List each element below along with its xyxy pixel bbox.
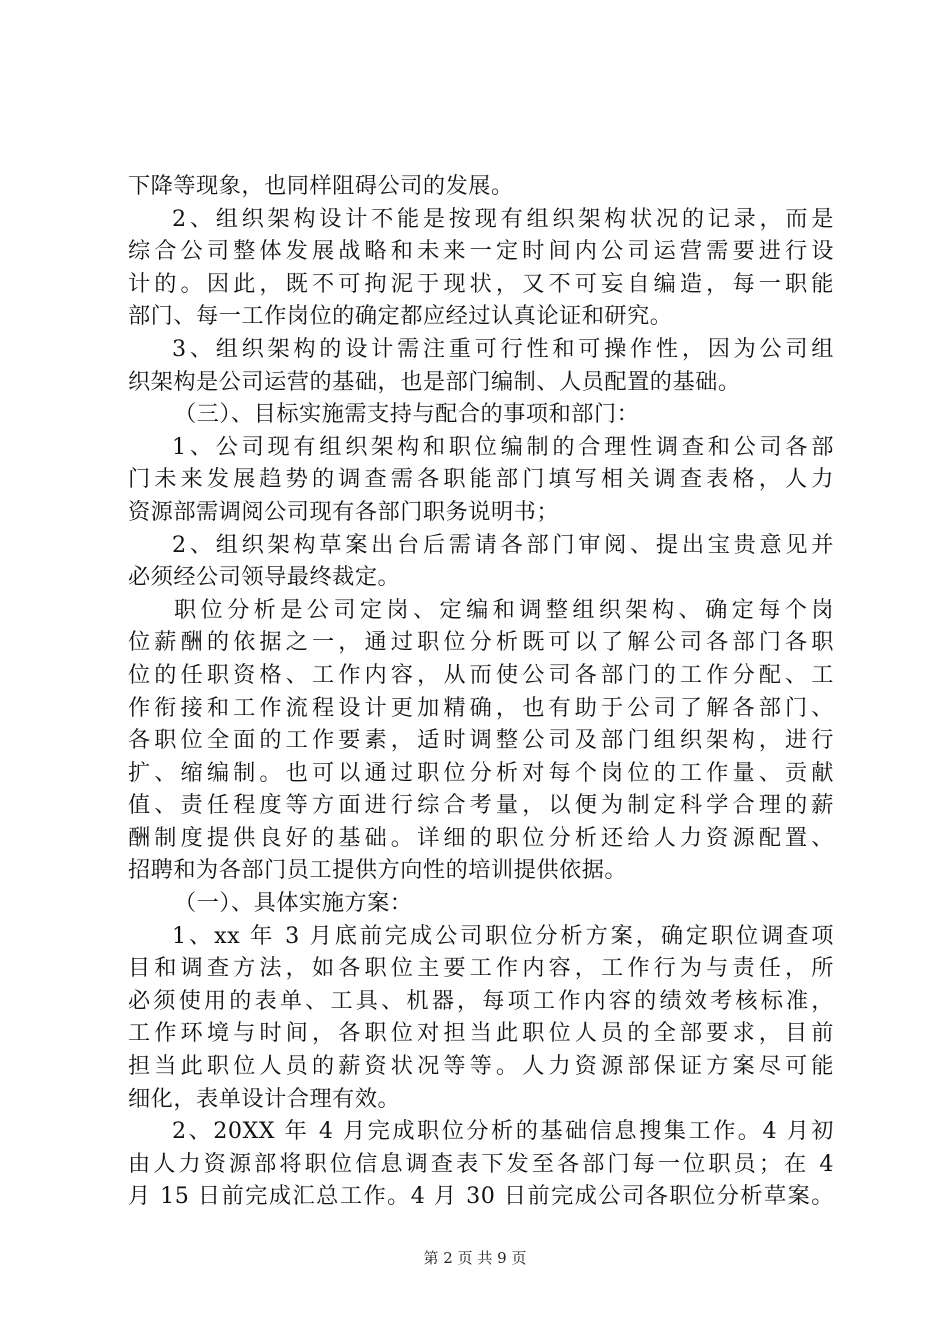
text-line: 1、xx 年 3 月底前完成公司职位分析方案，确定职位调查项 — [172, 922, 834, 949]
text-line: 资源部需调阅公司现有各部门职务说明书； — [128, 498, 560, 525]
text-line: 担当此职位人员的薪资状况等等。人力资源部保证方案尽可能 — [128, 1053, 834, 1080]
text-line: 部门、每一工作岗位的确定都应经过认真论证和研究。 — [128, 303, 673, 330]
text-line: 位薪酬的依据之一，通过职位分析既可以了解公司各部门各职 — [128, 629, 834, 656]
text-line: 值、责任程度等方面进行综合考量，以便为制定科学合理的薪 — [128, 792, 834, 819]
text-line: 3、组织架构的设计需注重可行性和可操作性，因为公司组 — [172, 335, 834, 362]
text-line: 织架构是公司运营的基础，也是部门编制、人员配置的基础。 — [128, 368, 741, 395]
text-line: 招聘和为各部门员工提供方向性的培训提供依据。 — [128, 857, 628, 884]
text-line: 细化，表单设计合理有效。 — [128, 1085, 401, 1112]
text-line: 2、组织架构草案出台后需请各部门审阅、提出宝贵意见并 — [172, 531, 834, 558]
text-line: 2、组织架构设计不能是按现有组织架构状况的记录，而是 — [172, 205, 834, 232]
text-line: 2、20XX 年 4 月完成职位分析的基础信息搜集工作。4 月初 — [172, 1118, 834, 1145]
text-line: 月 15 日前完成汇总工作。4 月 30 日前完成公司各职位分析草案。 — [128, 1183, 834, 1210]
text-line: 必须经公司领导最终裁定。 — [128, 564, 401, 591]
section-heading: （三）、目标实施需支持与配合的事项和部门： — [174, 401, 640, 428]
text-line: 工作环境与时间，各职位对担当此职位人员的全部要求，目前 — [128, 1020, 834, 1047]
text-line: 门未来发展趋势的调查需各职能部门填写相关调查表格，人力 — [128, 466, 834, 493]
text-line: 位的任职资格、工作内容，从而使公司各部门的工作分配、工 — [128, 661, 834, 688]
document-body — [128, 170, 834, 1213]
text-line: 下降等现象，也同样阻碍公司的发展。 — [128, 173, 514, 199]
text-line: 作衔接和工作流程设计更加精确，也有助于公司了解各部门、 — [128, 694, 834, 721]
text-line: 计的。因此，既不可拘泥于现状，又不可妄自编造，每一职能 — [128, 270, 834, 297]
section-heading: （一）、具体实施方案： — [174, 890, 413, 917]
text-line: 1、公司现有组织架构和职位编制的合理性调查和公司各部 — [172, 433, 834, 460]
text-line: 综合公司整体发展战略和未来一定时间内公司运营需要进行设 — [128, 238, 834, 265]
text-line: 各职位全面的工作要素，适时调整公司及部门组织架构，进行 — [128, 727, 834, 754]
text-line: 扩、缩编制。也可以通过职位分析对每个岗位的工作量、贡献 — [128, 759, 834, 786]
text-line: 酬制度提供良好的基础。详细的职位分析还给人力资源配置、 — [128, 824, 834, 851]
page-number-footer: 第 2 页 共 9 页 — [423, 1249, 527, 1267]
text-line: 职位分析是公司定岗、定编和调整组织架构、确定每个岗 — [174, 596, 834, 623]
text-line: 由人力资源部将职位信息调查表下发至各部门每一位职员；在 4 — [128, 1150, 834, 1177]
text-line: 目和调查方法，如各职位主要工作内容，工作行为与责任，所 — [128, 955, 834, 982]
text-line: 必须使用的表单、工具、机器，每项工作内容的绩效考核标准， — [128, 987, 834, 1014]
